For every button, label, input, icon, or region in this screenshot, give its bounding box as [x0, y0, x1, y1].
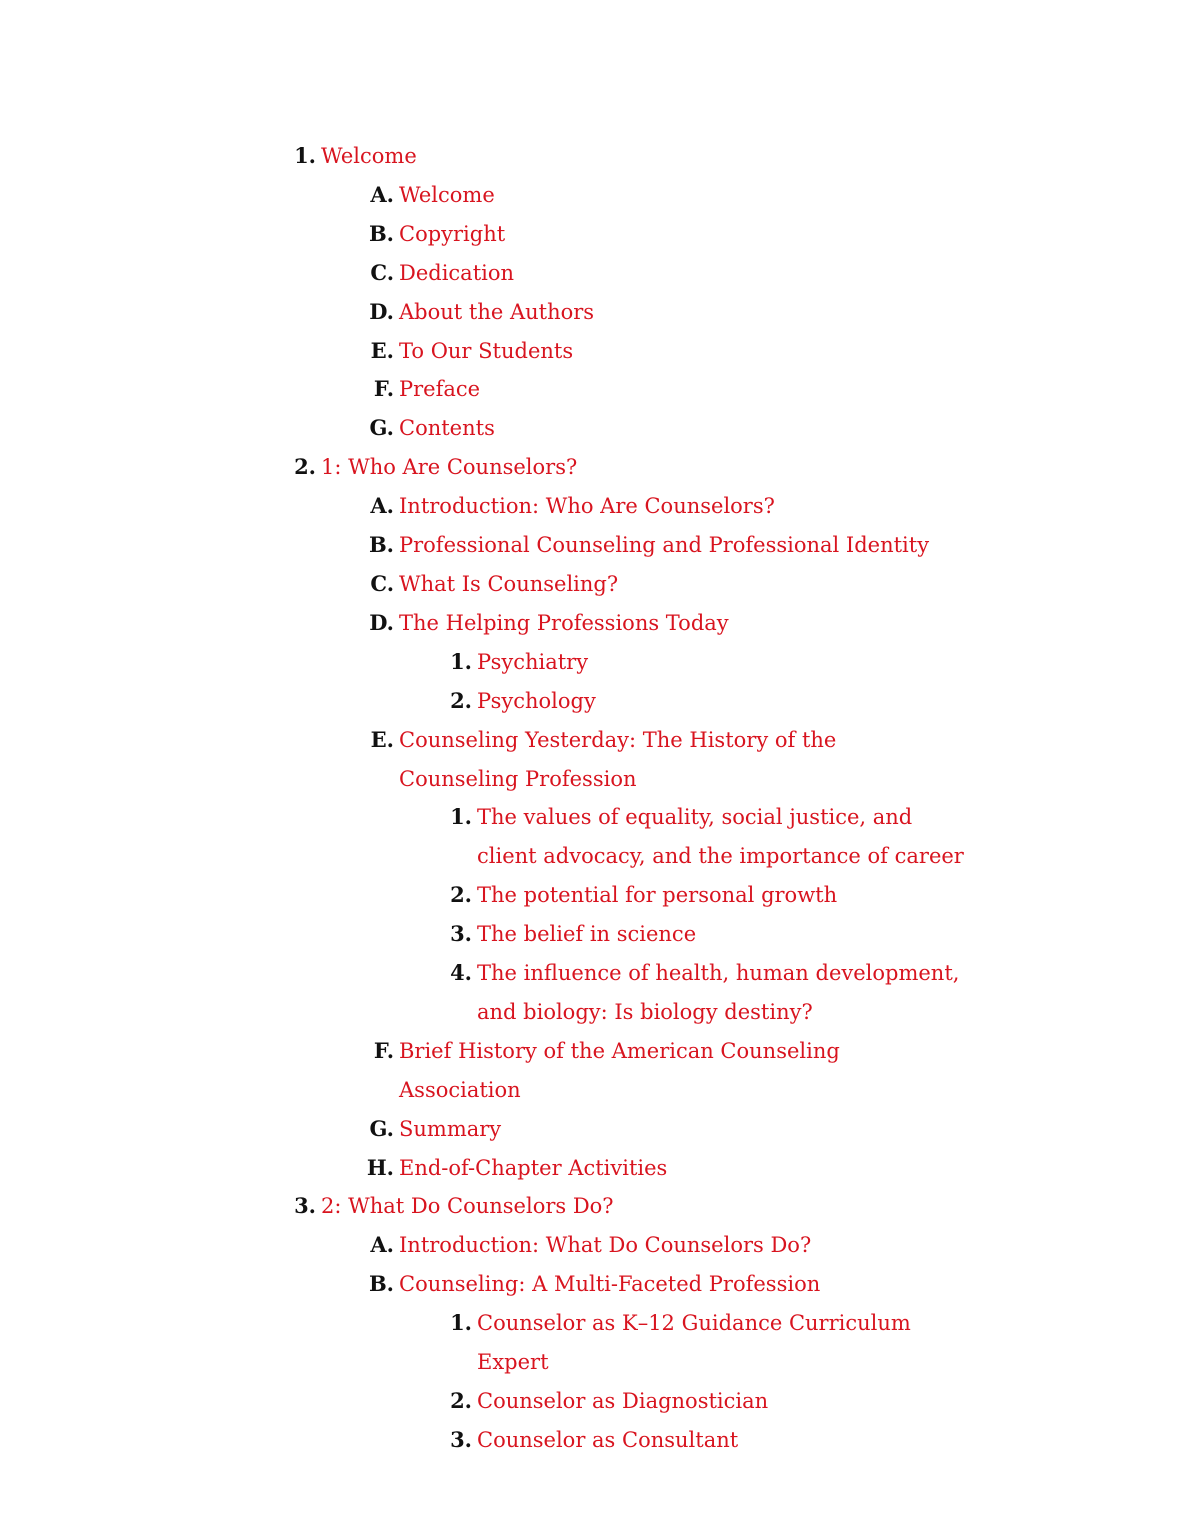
- toc-entry-level-2: [0, 332, 1190, 371]
- toc-entry-level-3: [0, 682, 1190, 721]
- toc-entry-level-2: [0, 370, 1190, 409]
- toc-entry-link[interactable]: Introduction: Who Are Counselors?: [399, 494, 775, 519]
- toc-entry-link[interactable]: 2: What Do Counselors Do?: [321, 1194, 614, 1219]
- toc-entry-marker: 1.: [450, 1310, 472, 1336]
- toc-entry-level-2: [0, 215, 1190, 254]
- toc-entry-marker: 1.: [294, 143, 316, 168]
- toc-entry-level-2: [0, 254, 1190, 293]
- toc-entry-link[interactable]: Counseling: A Multi-Faceted Profession: [399, 1272, 821, 1297]
- toc-entry-level-3: [0, 1304, 1190, 1382]
- toc-entry-marker: C.: [370, 570, 394, 596]
- toc-entry-link[interactable]: Summary: [399, 1116, 502, 1141]
- toc-entry-level-2: [0, 487, 1190, 526]
- toc-entry-link[interactable]: The Helping Professions Today: [399, 610, 729, 635]
- toc-entry-marker: A.: [370, 181, 394, 207]
- toc-entry-level-3: [0, 1382, 1190, 1421]
- toc-entry-link[interactable]: Professional Counseling and Professional Identity: [399, 533, 930, 558]
- toc-entry-marker: B.: [368, 532, 394, 558]
- toc-entry-link[interactable]: Counselor as Diagnostician: [477, 1389, 769, 1413]
- toc-entry-marker: C.: [370, 259, 394, 285]
- toc-entry-marker: F.: [373, 376, 394, 402]
- toc-entry-marker: E.: [370, 726, 394, 752]
- toc-entry-link[interactable]: Counselor as K–12 Guidance Curriculum Expert: [477, 1311, 911, 1375]
- toc-entry-link[interactable]: Contents: [399, 416, 495, 441]
- toc-entry-level-3: [0, 876, 1190, 915]
- toc-entry-level-2: [0, 1265, 1190, 1304]
- toc-entry-link[interactable]: Copyright: [399, 221, 506, 246]
- toc-entry-level-2: [0, 409, 1190, 448]
- toc-entry-link[interactable]: 1: Who Are Counselors?: [321, 455, 578, 480]
- toc-entry-marker: A.: [370, 1232, 394, 1258]
- toc-entry-marker: 3.: [450, 1426, 472, 1452]
- toc-entry-marker: 1.: [450, 648, 472, 674]
- toc-entry-link[interactable]: Psychology: [477, 688, 596, 713]
- toc-entry-level-3: [0, 954, 1190, 1032]
- toc-entry-marker: 3.: [294, 1193, 316, 1219]
- toc-entry-marker: 2.: [294, 454, 316, 480]
- toc-entry-marker: 3.: [450, 921, 472, 947]
- toc-entry-link[interactable]: The potential for personal growth: [477, 883, 838, 908]
- toc-entry-level-3: [0, 643, 1190, 682]
- toc-entry-level-2: [0, 1032, 1190, 1110]
- toc-entry-level-2: [0, 1110, 1190, 1149]
- toc-entry-marker: B.: [368, 220, 394, 246]
- toc-entry-marker: E.: [370, 337, 394, 363]
- toc-entry-link[interactable]: Welcome: [399, 182, 495, 207]
- toc-entry-level-2: [0, 293, 1190, 332]
- toc-entry-link[interactable]: To Our Students: [399, 338, 574, 363]
- toc-entry-link[interactable]: About the Authors: [399, 299, 595, 324]
- toc-entry-marker: D.: [369, 298, 394, 324]
- toc-entry-level-3: [0, 1421, 1190, 1460]
- toc-entry-link[interactable]: Counseling Yesterday: The History of the Counseling Profession: [399, 727, 837, 791]
- toc-entry-link[interactable]: Dedication: [399, 260, 515, 285]
- toc-entry-marker: D.: [369, 609, 394, 635]
- toc-entry-level-1: [0, 137, 1190, 176]
- toc-entry-marker: F.: [373, 1037, 394, 1063]
- toc-entry-marker: 4.: [450, 960, 472, 986]
- toc-entry-link[interactable]: The belief in science: [477, 922, 697, 947]
- toc-entry-level-2: [0, 604, 1190, 643]
- toc-entry-marker: 2.: [450, 687, 472, 713]
- toc-entry-level-2: [0, 1149, 1190, 1188]
- toc-entry-marker: G.: [369, 415, 394, 441]
- toc-entry-level-2: [0, 526, 1190, 565]
- toc-entry-link[interactable]: Brief History of the American Counseling Association: [399, 1038, 840, 1102]
- toc-entry-marker: 2.: [450, 882, 472, 908]
- toc-entry-marker: H.: [366, 1154, 394, 1180]
- toc-entry-marker: 2.: [450, 1388, 472, 1413]
- table-of-contents: [0, 137, 1190, 1460]
- toc-entry-link[interactable]: Welcome: [321, 144, 417, 168]
- toc-entry-level-2: [0, 721, 1190, 799]
- toc-entry-link[interactable]: The influence of health, human development, and biology: Is biology destiny?: [477, 961, 960, 1024]
- toc-entry-marker: G.: [369, 1115, 394, 1141]
- toc-entry-link[interactable]: Preface: [399, 377, 481, 402]
- toc-entry-level-2: [0, 565, 1190, 604]
- toc-entry-marker: B.: [368, 1271, 394, 1297]
- toc-entry-link[interactable]: Counselor as Consultant: [477, 1427, 739, 1452]
- toc-entry-link[interactable]: End-of-Chapter Activities: [399, 1155, 668, 1180]
- toc-entry-level-3: [0, 798, 1190, 876]
- toc-entry-link[interactable]: The values of equality, social justice, and client advocacy, and the importance of career: [477, 805, 964, 869]
- toc-entry-marker: A.: [370, 493, 394, 519]
- toc-entry-level-1: [0, 448, 1190, 487]
- toc-entry-link[interactable]: Psychiatry: [477, 649, 589, 674]
- toc-entry-level-2: [0, 1226, 1190, 1265]
- toc-entry-link[interactable]: What Is Counseling?: [399, 571, 619, 596]
- toc-entry-level-1: [0, 1187, 1190, 1226]
- toc-entry-level-2: [0, 176, 1190, 215]
- toc-entry-level-3: [0, 915, 1190, 954]
- toc-entry-marker: 1.: [450, 804, 472, 830]
- toc-entry-link[interactable]: Introduction: What Do Counselors Do?: [399, 1233, 812, 1258]
